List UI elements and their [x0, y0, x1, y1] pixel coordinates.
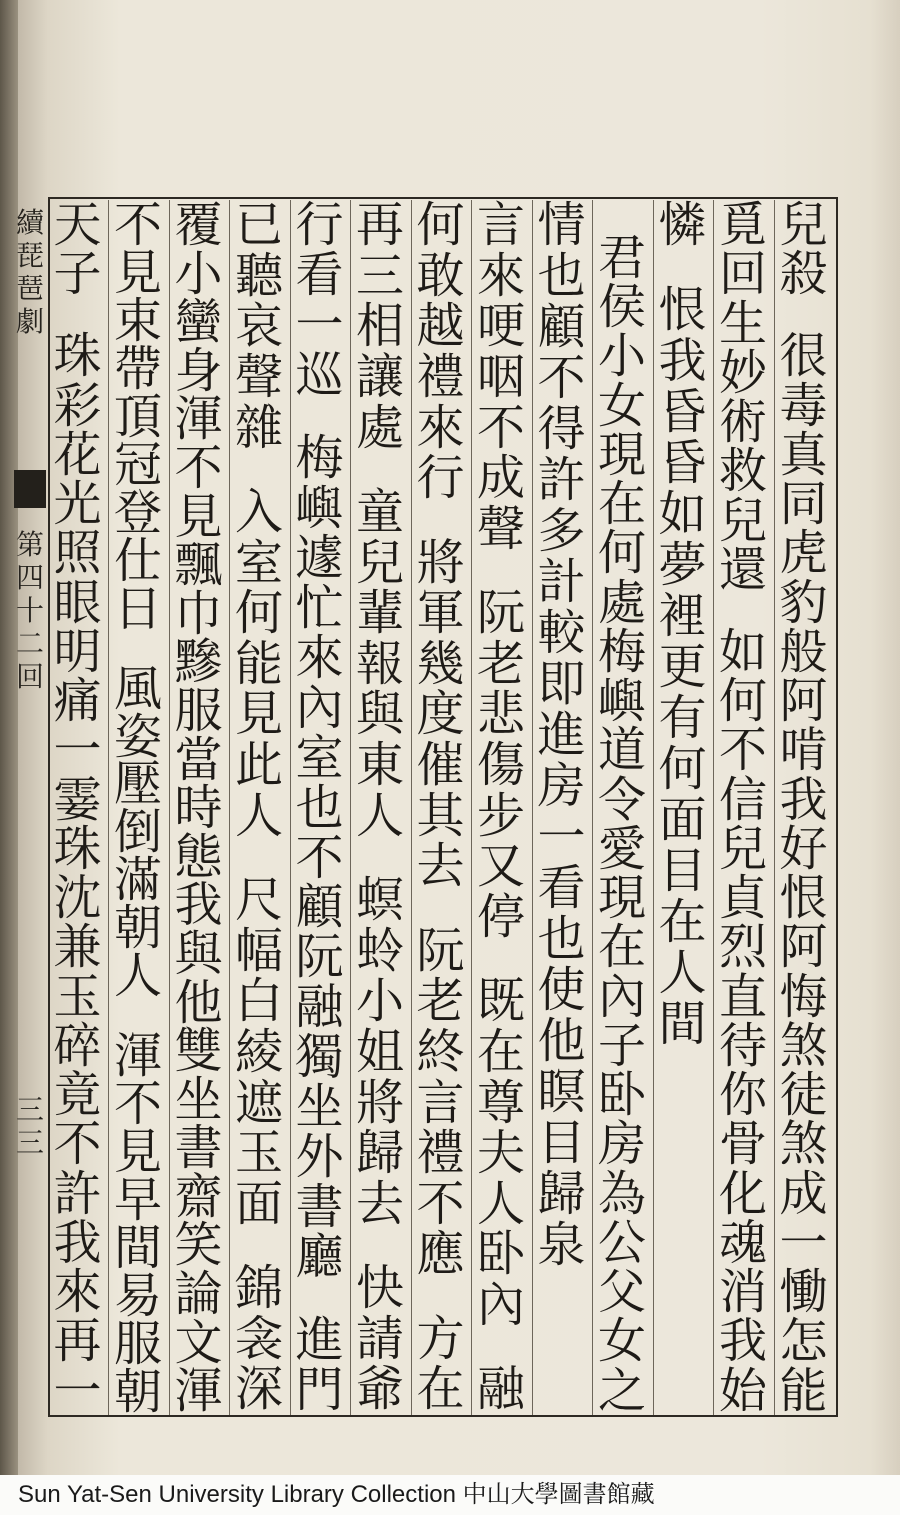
- text-column: 兒 殺 很 毒 真 同 虎 豹 般 阿 啃 我 好 恨 阿 悔 煞 徒 煞 成 一 慟 怎 能: [779, 200, 828, 1415]
- column-rule: [532, 200, 533, 1415]
- column-rule: [108, 200, 109, 1415]
- text-column: 情 也 顧 不 得 許 多 計 較 即 進 房 一 看 也 使 他 瞑 目 歸 泉: [537, 200, 586, 1271]
- text-column: 行 看 一 巡 梅 嶼 遽 忙 來 內 室 也 不 顧 阮 融 獨 坐 外 書 廳 進 門: [295, 200, 344, 1416]
- column-rule: [592, 200, 593, 1415]
- text-column: 憐 恨 我 昏 昏 如 夢 裡 更 有 何 面 目 在 人 間: [658, 200, 707, 1050]
- text-column: 已 聽 哀 聲 雜 入 室 何 能 見 此 人 尺 幅 白 綾 遮 玉 面 錦 衾 深: [234, 200, 283, 1415]
- text-column: 君 侯 小 女 現 在 何 處 梅 嶼 道 令 愛 現 在 內 子 卧 房 為 公 父 女 之: [597, 232, 646, 1415]
- text-column: 再 三 相 讓 處 童 兒 輩 報 與 東 人 螟 蛉 小 姐 將 歸 去 快 請 爺: [355, 200, 404, 1415]
- column-rule: [653, 200, 654, 1415]
- text-column: 言 來 哽 咽 不 成 聲 阮 老 悲 傷 步 又 停 既 在 尊 夫 人 卧 內 融: [476, 200, 525, 1415]
- text-column: 天 子 珠 彩 花 光 照 眼 明 痛 一 霎 珠 沈 兼 玉 碎 竟 不 許 我 來 再 一: [53, 200, 102, 1415]
- banxin-chapter: 第 四 十 二 回: [16, 528, 45, 693]
- text-column: 覓 回 生 妙 術 救 兒 還 如 何 不 信 兒 貞 烈 直 待 你 骨 化 魂 消 我 始: [718, 200, 767, 1415]
- column-rule: [713, 200, 714, 1415]
- column-rule: [169, 200, 170, 1415]
- fish-tail-mark: [14, 470, 46, 508]
- column-rule: [290, 200, 291, 1415]
- column-rule: [774, 200, 775, 1415]
- column-rule: [350, 200, 351, 1415]
- library-caption: Sun Yat-Sen University Library Collection 中山大學圖書館藏: [0, 1475, 900, 1515]
- column-rule: [471, 200, 472, 1415]
- banxin-title: 續 琵 琶 劇: [16, 206, 45, 338]
- banxin-margin: [14, 198, 44, 1468]
- banxin-page-number: 三 三: [16, 1093, 45, 1159]
- column-rule: [229, 200, 230, 1415]
- text-column: 不 見 束 帶 頂 冠 登 仕 日 風 姿 壓 倒 滿 朝 人 渾 不 見 早 間 易 服 朝: [113, 200, 162, 1415]
- text-column: 覆 小 蠻 身 渾 不 見 飄 巾 黲 服 當 時 態 我 與 他 雙 坐 書 齋 笑 論 文 渾: [174, 200, 223, 1415]
- column-rule: [411, 200, 412, 1415]
- text-column: 何 敢 越 禮 來 行 將 軍 幾 度 催 其 去 阮 老 終 言 禮 不 應 方 在: [416, 200, 465, 1415]
